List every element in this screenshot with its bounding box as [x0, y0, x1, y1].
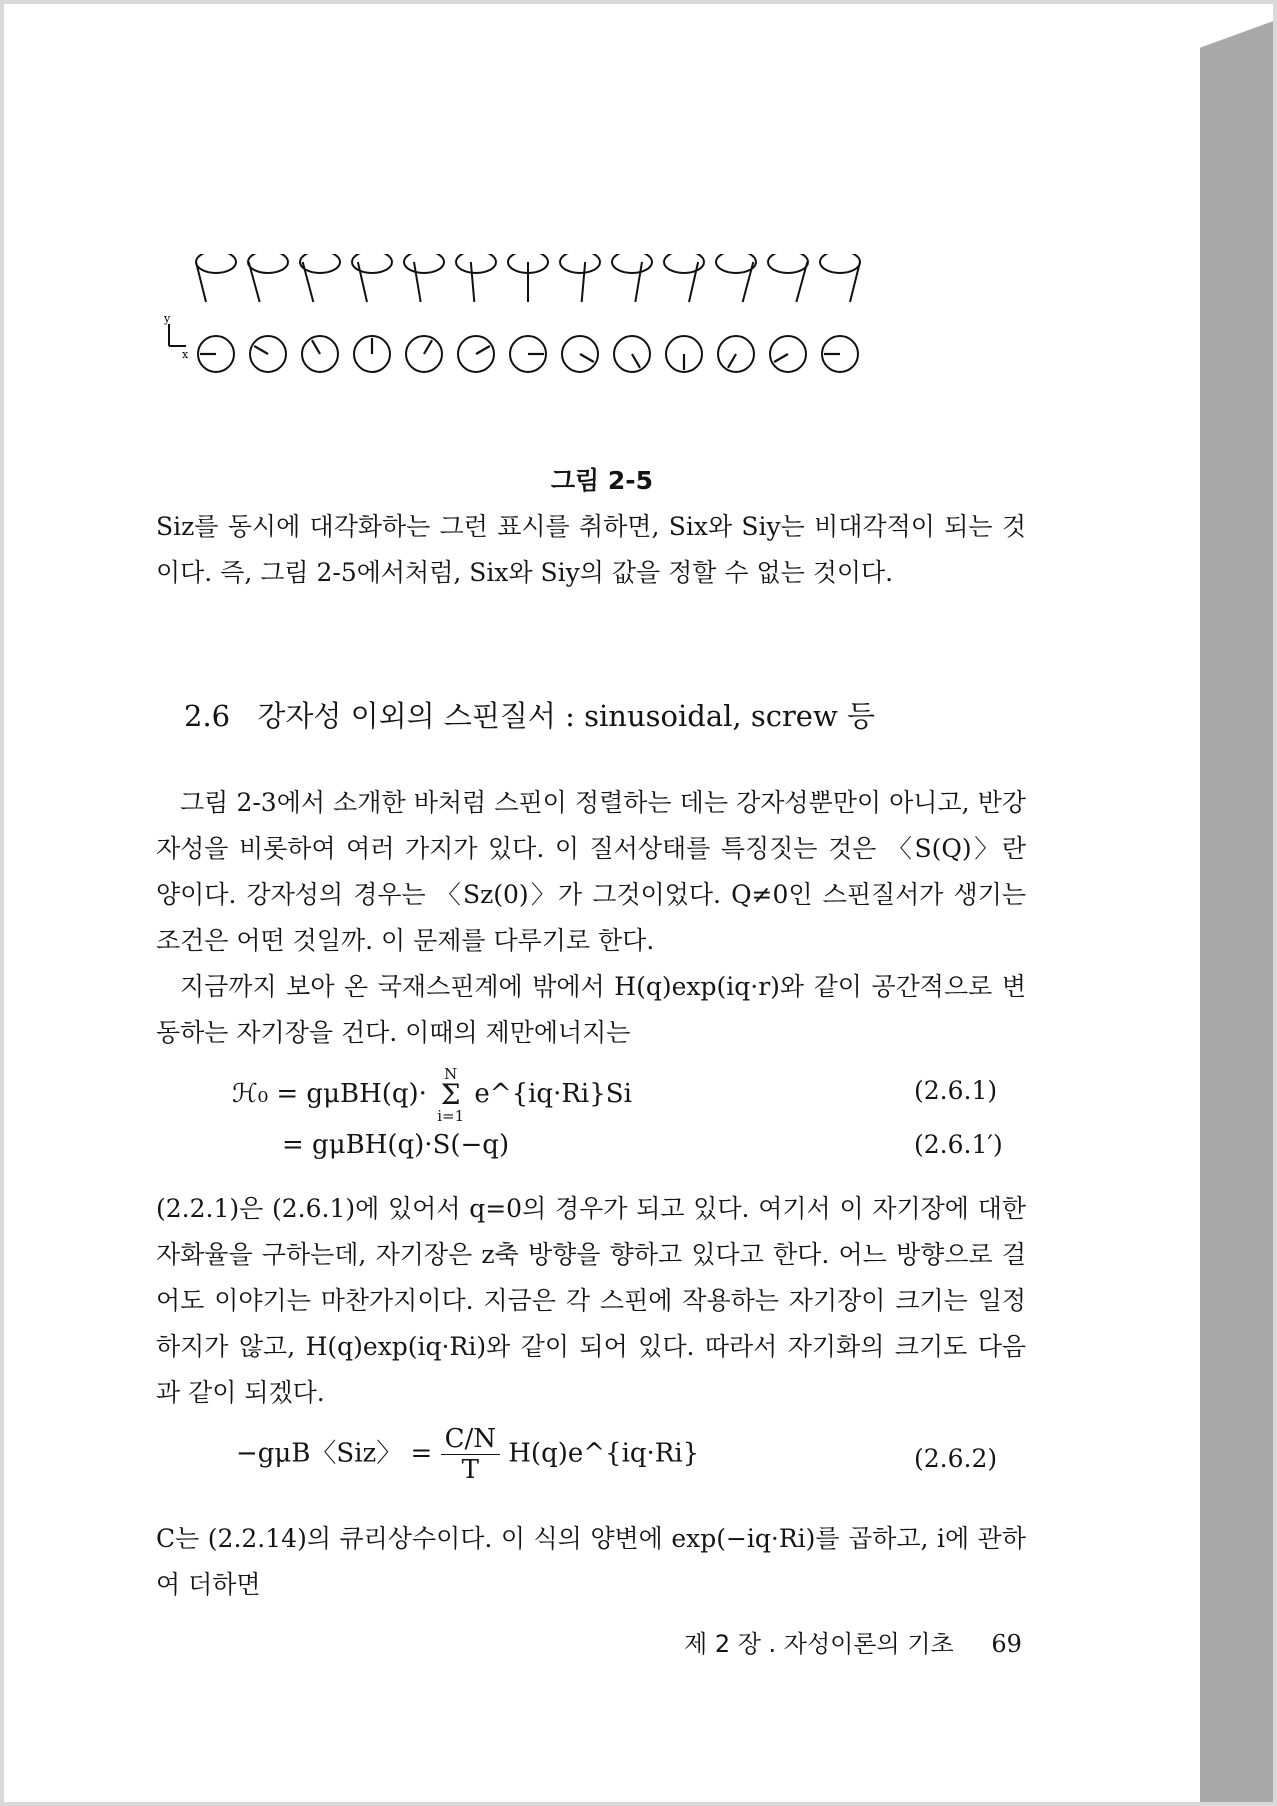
spin-vector: [743, 262, 754, 302]
spin-bottom-row: [198, 336, 858, 372]
eq1-lhs: ℋ₀ = gμBH(q)·: [232, 1079, 427, 1109]
sum-symbol: Σ: [440, 1078, 461, 1111]
spin-vector: [249, 262, 260, 302]
spin-cone-ellipse: [716, 254, 756, 273]
spin-vector: [796, 262, 807, 302]
spin-vector: [635, 262, 642, 302]
eq2-lhs: −gμB〈Siz〉 =: [236, 1438, 441, 1469]
paragraph-4: (2.2.1)은 (2.6.1)에 있어서 q=0의 경우가 되고 있다. 여기서 이 자기장에 대한 자화율을 구하는데, 자기장은 z축 방향을 향하고 있다고 한다. 어느 방향으로 걸어도 이야기는 마찬가지이다. 지금은 각 스핀에 작용하는 자기장이 크기는 일정하지가 않고, H(q)exp(iq·Ri)와 같이 되어 있다. 따라서 자기화의 크기도 다음과 같이 되겠다.: [156, 1194, 1026, 1407]
page-footer: [684, 1624, 1022, 1659]
paragraph-1: Siz를 동시에 대각화하는 그런 표시를 취하면, Six와 Siy는 비대각적이 되는 것이다. 즉, 그림 2-5에서처럼, Six와 Siy의 값을 정할 수 없는 것이다.: [156, 512, 1026, 587]
section-title: 강자성 이외의 스핀질서 : sinusoidal, screw 등: [257, 699, 876, 733]
eq2-number: (2.6.2): [914, 1444, 998, 1473]
spin-vector: [358, 262, 367, 302]
spin-vector: [471, 262, 475, 302]
spin-vector: [303, 262, 314, 302]
spin-vector: [414, 262, 421, 302]
frac-denominator: T: [461, 1455, 479, 1485]
paragraph-3: 지금까지 보아 온 국재스핀계에 밖에서 H(q)exp(iq·r)와 같이 공간적으로 변동하는 자기장을 건다. 이때의 제만에너지는: [156, 972, 1026, 1047]
eq1-number: (2.6.1): [914, 1076, 998, 1105]
spin-projection-arrow: [632, 354, 640, 368]
axis-x-label: x: [182, 348, 189, 361]
spin-projection-arrow: [476, 346, 490, 354]
spin-vector: [582, 262, 586, 302]
page-edge-corner: [1200, 4, 1273, 64]
equation-2-6-2: [236, 1424, 699, 1485]
axis-icon: [169, 324, 186, 346]
paragraph-5: C는 (2.2.14)의 큐리상수이다. 이 식의 양변에 exp(−iq·Ri)를 곱하고, i에 관하여 더하면: [156, 1524, 1026, 1599]
page-edge: [1200, 4, 1273, 1802]
section-number: 2.6: [184, 699, 231, 733]
spin-vector: [196, 262, 206, 302]
spin-projection-arrow: [774, 354, 788, 362]
eq2-rhs: H(q)e^{iq·Ri}: [508, 1438, 700, 1469]
spin-cone-ellipse: [612, 254, 652, 273]
spin-projection-arrow: [424, 340, 432, 354]
spin-projection-arrow: [254, 346, 268, 354]
page-number: 69: [991, 1630, 1022, 1658]
spin-cone-ellipse: [248, 254, 288, 273]
frac-numerator: C/N: [441, 1424, 500, 1455]
spin-cone-ellipse: [404, 254, 444, 273]
paragraph-2: 그림 2-3에서 소개한 바처럼 스핀이 정렬하는 데는 강자성뿐만이 아니고, 반강자성을 비롯하여 여러 가지가 있다. 이 질서상태를 특징짓는 것은 〈S(Q)〉란 양이다. 강자성의 경우는 〈Sz(0)〉가 그것이었다. Q≠0인 스핀질서가 생기는 조건은 어떤 것일까. 이 문제를 다루기로 한다.: [156, 788, 1026, 955]
figure-caption: 그림 2-5: [550, 466, 654, 495]
equation-2-6-1: [232, 1066, 632, 1124]
spin-projection-arrow: [312, 340, 320, 354]
spin-vector: [689, 262, 698, 302]
spin-projection-arrow: [580, 354, 594, 362]
equation-2-6-1-prime: = gμBH(q)·S(−q): [282, 1130, 510, 1160]
chapter-title: 제 2 장 . 자성이론의 기초: [684, 1630, 954, 1658]
spin-top-row: [196, 254, 860, 302]
spin-cone-ellipse: [196, 254, 236, 273]
sum-upper: N: [444, 1065, 458, 1083]
axis-y-label: y: [164, 312, 171, 325]
spin-cone-ellipse: [820, 254, 860, 273]
spin-vector: [850, 262, 860, 302]
book-page: [4, 4, 1200, 1802]
eq1b-number: (2.6.1′): [914, 1130, 1003, 1159]
section-heading: [184, 694, 875, 735]
eq1-rhs: e^{iq·Ri}Si: [474, 1079, 632, 1109]
spin-cone-ellipse: [768, 254, 808, 273]
spin-cone-ellipse: [300, 254, 340, 273]
spin-projection-arrow: [728, 354, 736, 368]
spin-cone-ellipse: [560, 254, 600, 273]
spin-cone-ellipse: [456, 254, 496, 273]
spin-figure: [154, 254, 1014, 434]
sum-lower: i=1: [437, 1107, 465, 1125]
